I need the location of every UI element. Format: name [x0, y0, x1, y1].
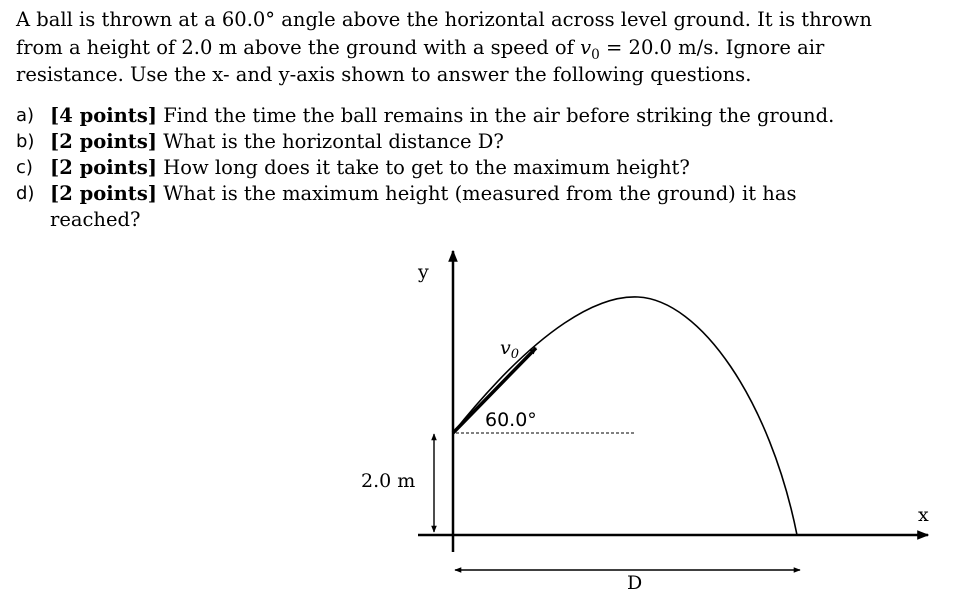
question-letter: c) — [16, 157, 33, 178]
question-points: [4 points] — [50, 104, 158, 127]
x-axis-label: x — [918, 504, 929, 526]
height-label: 2.0 m — [361, 470, 416, 492]
question-text: What is the horizontal distance D? — [157, 130, 504, 153]
velocity-label — [500, 337, 519, 362]
question-text: What is the maximum height (measured from the ground) it has — [157, 182, 797, 205]
distance-label: D — [627, 572, 643, 593]
angle-label: 60.0° — [485, 409, 537, 431]
problem-line-3: resistance. Use the x- and y-axis shown to answer the following questions. — [16, 63, 752, 86]
v0-symbol: v — [580, 35, 592, 59]
question-letter: a) — [16, 105, 35, 126]
velocity-subscript: 0 — [510, 347, 520, 362]
question-points: [2 points] — [50, 156, 158, 179]
y-axis-label: y — [418, 261, 429, 283]
question-continuation: reached? — [50, 208, 141, 231]
question-text: Find the time the ball remains in the air before striking the ground. — [157, 104, 835, 127]
question-points: [2 points] — [50, 130, 158, 153]
velocity-symbol: v — [500, 337, 511, 359]
question-letter: d) — [16, 183, 35, 204]
question-points: [2 points] — [50, 182, 158, 205]
problem-line-2-end: = 20.0 m/s. Ignore air — [599, 35, 825, 59]
question-text: How long does it take to get to the maximum height? — [157, 156, 690, 179]
question-letter: b) — [16, 131, 35, 152]
problem-line-2-start: from a height of 2.0 m above the ground with a speed of — [16, 35, 581, 59]
v0-subscript: 0 — [591, 46, 600, 63]
problem-line-1: A ball is thrown at a 60.0° angle above the horizontal across level ground. It is thrown — [16, 8, 872, 31]
